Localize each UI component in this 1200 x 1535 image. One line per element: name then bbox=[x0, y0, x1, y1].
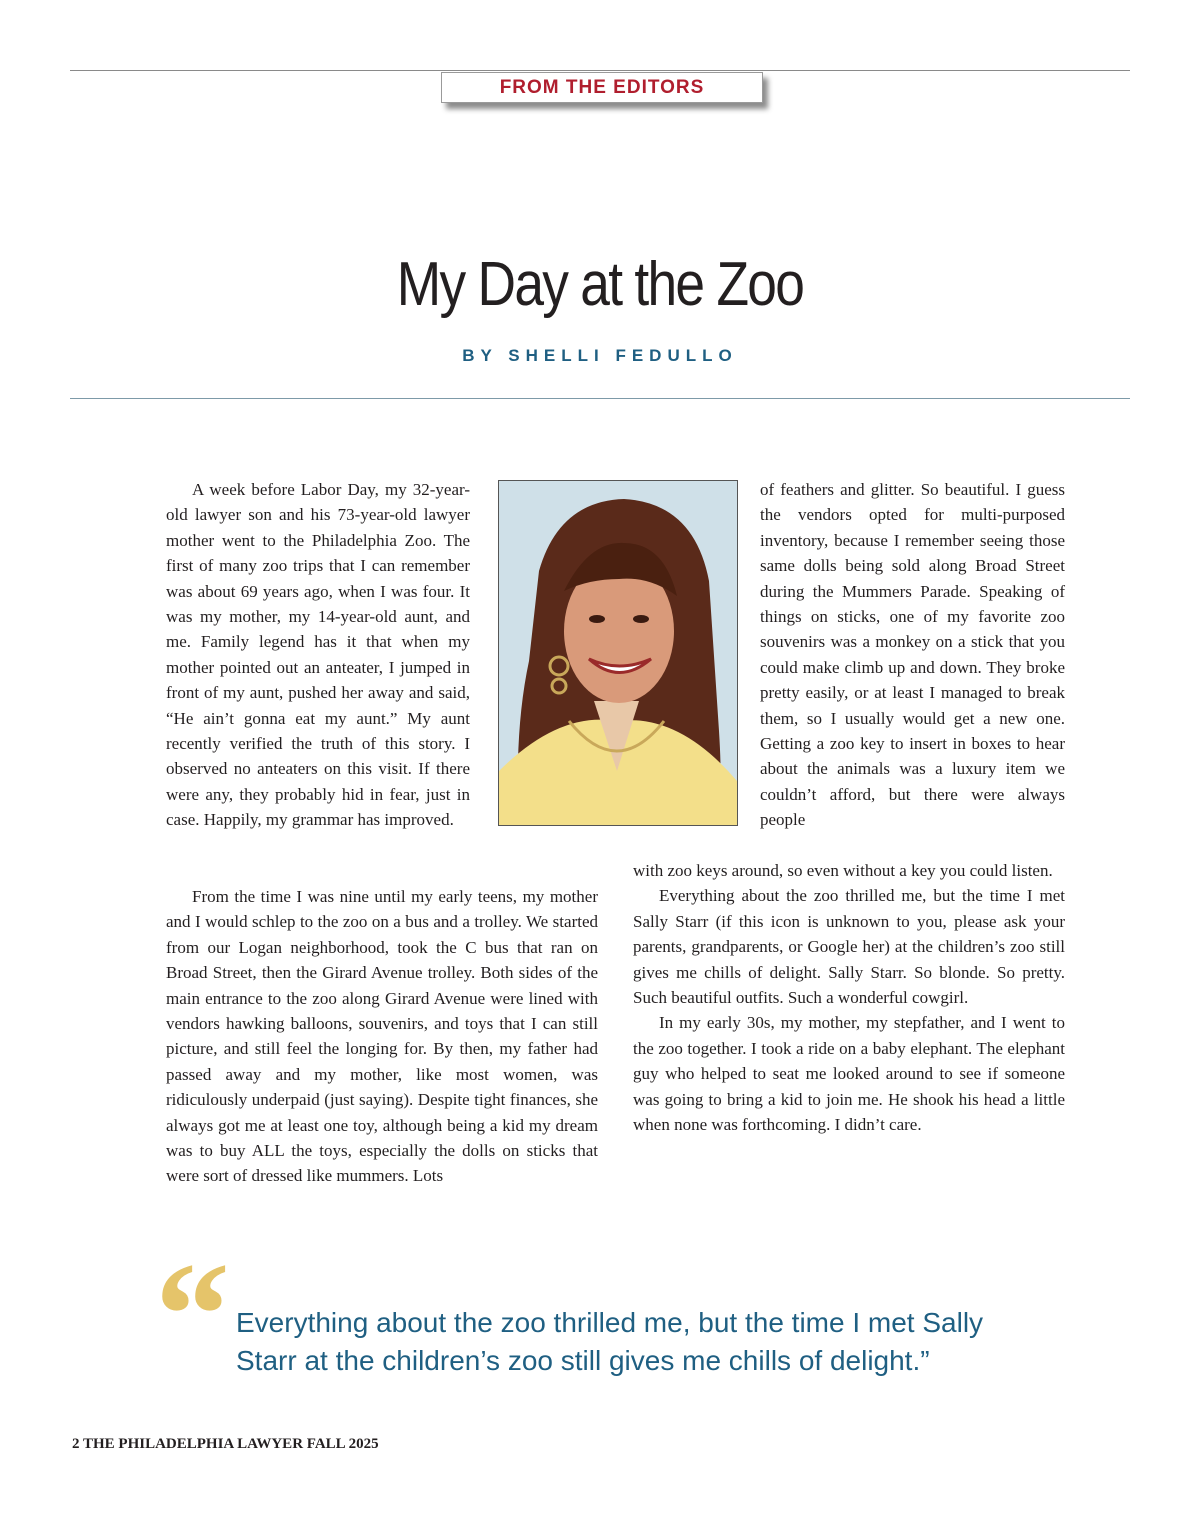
author-photo bbox=[498, 480, 738, 826]
paragraph-4: In my early 30s, my mother, my stepfather, and I went to the zoo together. I took a ride on a baby elephant. The elephant guy who helped to seat me looked around to see if someone was going to bring a kid to join me. He shook his head a little when none was forthcoming. I didn’t care. bbox=[633, 1013, 1065, 1135]
paragraph-2: From the time I was nine until my early teens, my mother and I would schlep to the zoo on a bus and a trolley. We started from our Logan neighborhood, took the C bus that ran on Broad Street, then the Girard Avenue trolley. Both sides of the main entrance to the zoo along Girard Avenue were lined with vendors hawking balloons, souvenirs, and toys that I can still picture, and still feel the longing for. By then, my father had passed away and my mother, like most women, was ridiculously underpaid (just saying). Despite tight finances, she always got me at least one toy, although being a kid my dream was to buy ALL the toys, especially the dolls on sticks that were sort of dressed like mummers. Lots bbox=[166, 887, 598, 1186]
pull-quote bbox=[236, 1304, 1116, 1380]
pull-quote-line-1: Everything about the zoo thrilled me, but the time I met Sally bbox=[236, 1307, 984, 1338]
title-divider bbox=[70, 398, 1130, 399]
portrait-image bbox=[499, 481, 737, 825]
paragraph-1-continued: of feathers and glitter. So beautiful. I guess the vendors opted for multi-purposed inventory, because I remember seeing those same dolls being sold along Broad Street during the Mummers Parade. Speaking of things on sticks, one of my favorite zoo souvenirs was a monkey on a stick that you could make climb up and down. They broke pretty easily, or at least I managed to break them, so I usually would get a new one. Getting a zoo key to insert in boxes to hear about the animals was a luxury item we couldn’t afford, but there were always people bbox=[760, 480, 1065, 830]
paragraph-2-end: with zoo keys around, so even without a key you could listen. bbox=[633, 861, 1053, 880]
column-1-bottom bbox=[166, 884, 598, 1189]
paragraph-3: Everything about the zoo thrilled me, but the time I met Sally Starr (if this icon is unknown to you, please ask your parents, grandparents, or Google her) at the children’s zoo still gives me chills of delight. Sally Starr. So blonde. So pretty. Such beautiful outfits. Such a wonderful cowgirl. bbox=[633, 886, 1065, 1008]
article-byline: BY SHELLI FEDULLO bbox=[462, 346, 738, 365]
section-label: FROM THE EDITORS bbox=[441, 72, 763, 103]
top-rule bbox=[70, 70, 1130, 71]
quote-mark-icon: “ bbox=[155, 1232, 230, 1398]
article-title: My Day at the Zoo bbox=[396, 250, 804, 319]
column-2-bottom bbox=[633, 858, 1065, 1137]
pull-quote-line-2: Starr at the children’s zoo still gives me chills of delight.” bbox=[236, 1345, 930, 1376]
column-2-top bbox=[760, 477, 1065, 833]
column-1-top bbox=[166, 477, 470, 833]
page-folio: 2 THE PHILADELPHIA LAWYER FALL 2025 bbox=[72, 1436, 379, 1452]
paragraph-1: A week before Labor Day, my 32-year-old lawyer son and his 73-year-old lawyer mother went to the Philadelphia Zoo. The first of many zoo trips that I can remember was about 69 years ago, when I was four. It was my mother, my 14-year-old aunt, and me. Family legend has it that when my mother pointed out an anteater, I jumped in front of my aunt, pushed her away and said, “He ain’t gonna eat my aunt.” My aunt recently verified the truth of this story. I observed no anteaters on this visit. If there were any, they probably hid in fear, just in case. Happily, my grammar has improved. bbox=[166, 480, 470, 830]
